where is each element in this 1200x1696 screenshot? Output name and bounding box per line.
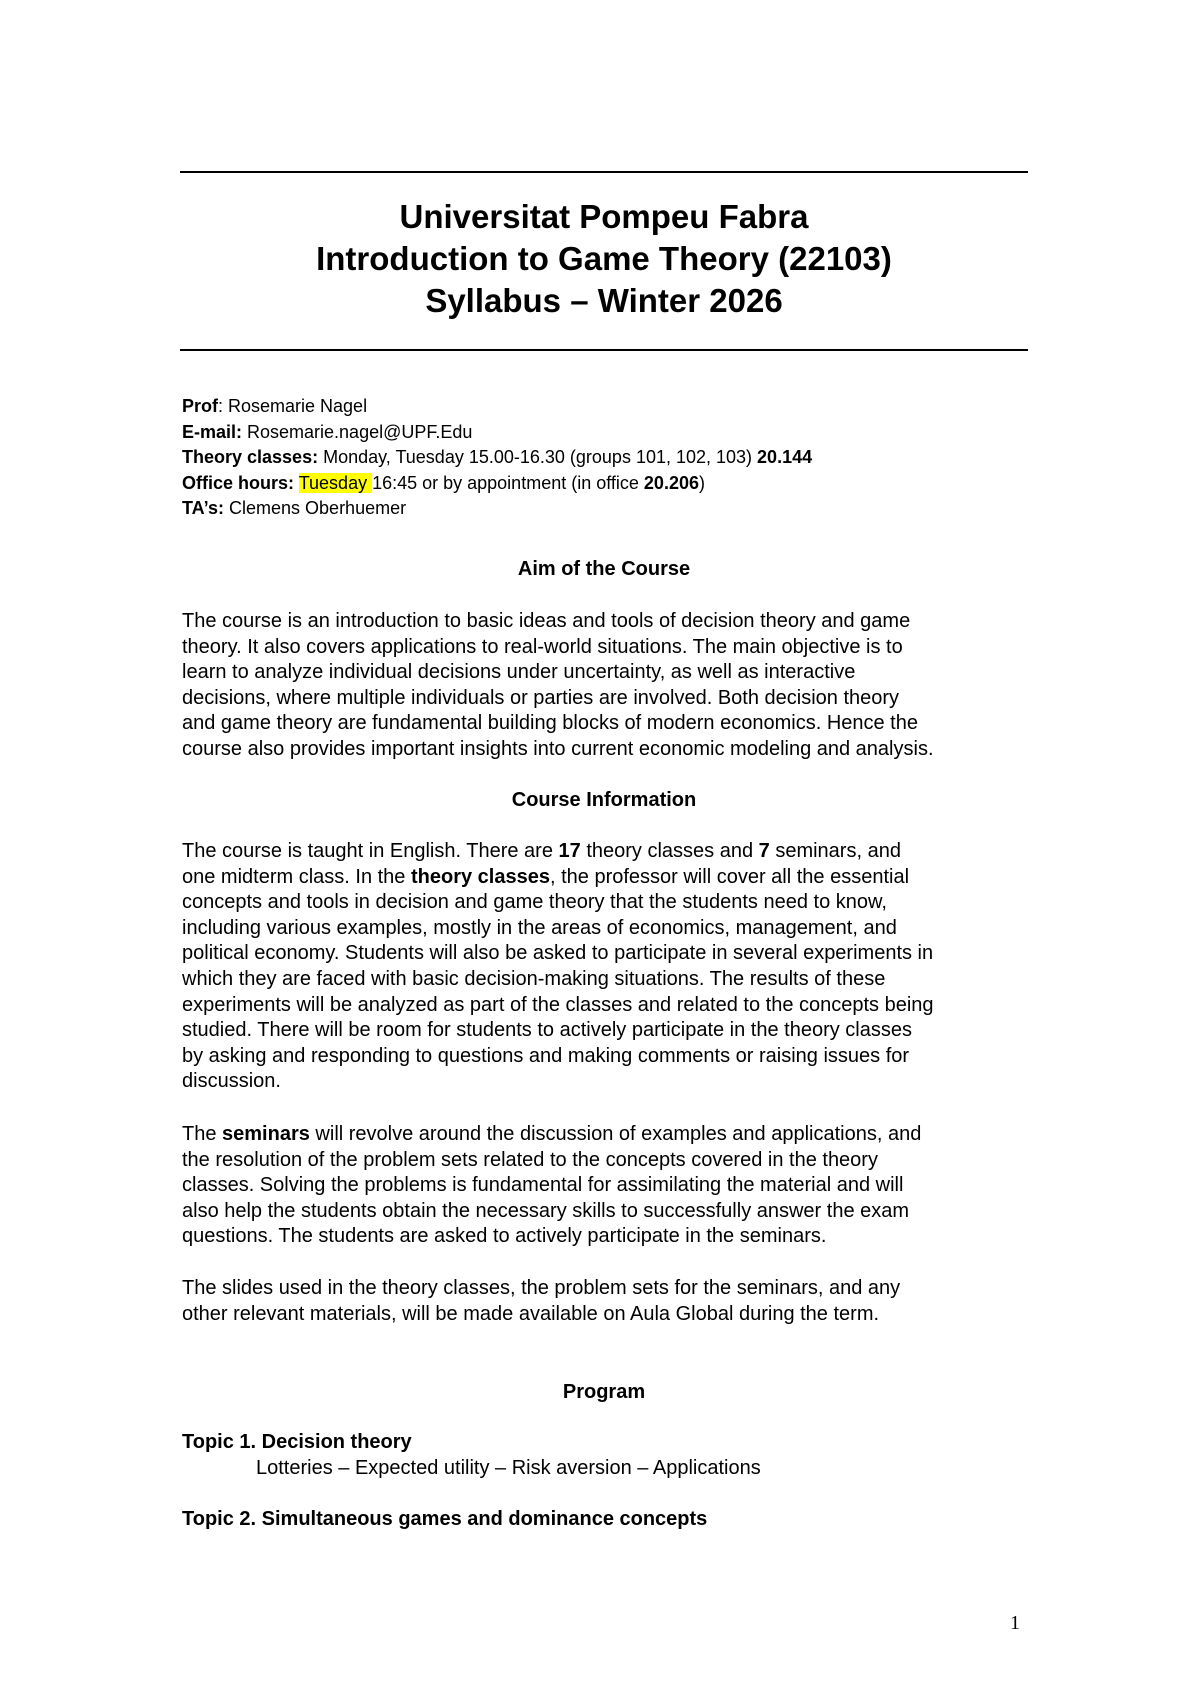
topic-1-title: Topic 1. Decision theory: [182, 1431, 412, 1453]
office-hours-line: [182, 471, 812, 497]
course-info-block: [182, 394, 812, 522]
bottom-rule: [180, 349, 1028, 351]
theory-classes-count: 17: [558, 840, 581, 862]
aim-paragraph: The course is an introduction to basic ideas and tools of decision theory and game theory. It also covers applications to real-world situations. The main objective is to learn to analyze individual decisions under uncertainty, as well as interactive decisions, where multiple individuals or parties are involved. Both decision theory and game theory are fundamental building blocks of modern economics. Hence the course also provides important insights into current economic modeling and analysis.: [182, 610, 934, 760]
text-run: , the professor will cover all the essential concepts and tools in decision and game theory that the students need to know, including various examples, mostly in the areas of economics, management, and political economy. Students will also be asked to participate in several experiments in which they are faced with basic decision-making situations. The results of these experiments will be analyzed as part of the classes and related to the concepts being studied. There will be room for students to actively participate in the theory classes by asking and responding to questions and making comments or raising issues for discussion.: [182, 865, 934, 1093]
course-info-paragraph-2: [182, 1122, 1032, 1250]
office-day-highlight: Tuesday: [298, 472, 373, 493]
syllabus-term: Syllabus – Winter 2026: [425, 282, 783, 319]
prof-label: Prof: [182, 396, 218, 416]
theory-classes-line: [182, 445, 812, 471]
course-info-paragraph-3: The slides used in the theory classes, the problem sets for the seminars, and any other relevant materials, will be made available on Aula Global during the term.: [182, 1277, 901, 1325]
prof-value: : Rosemarie Nagel: [218, 396, 368, 416]
email-label: E-mail:: [182, 421, 243, 442]
theory-classes-emphasis: theory classes: [410, 865, 550, 888]
ta-label: TA’s:: [182, 498, 225, 518]
email-value: Rosemarie.nagel@UPF.Edu: [242, 421, 473, 442]
topic-1-items: Lotteries – Expected utility – Risk aversion – Applications: [256, 1457, 761, 1479]
text-run: The: [182, 1123, 223, 1145]
theory-value: Monday, Tuesday 15.00-16.30 (groups 101, 102, 103): [318, 447, 758, 467]
ta-value: Clemens Oberhuemer: [224, 498, 407, 518]
program-heading: Program: [562, 1381, 646, 1403]
course-info-paragraph-1: [182, 839, 1032, 1095]
text-run: seminars, and one midterm class. In the: [182, 840, 901, 888]
seminars-count: 7: [758, 840, 770, 862]
top-rule: [180, 171, 1028, 173]
prof-line: [182, 394, 812, 420]
office-label: Office hours:: [182, 472, 295, 493]
text-run: theory classes and: [580, 840, 759, 862]
theory-label: Theory classes:: [182, 447, 319, 467]
office-value: 16:45 or by appointment (in office: [372, 472, 644, 493]
text-run: will revolve around the discussion of examples and applications, and the resolution of the problem sets related to the concepts covered in the theory classes. Solving the problems is fundamental for assimilating the material and will also help the students obtain the necessary skills to successfully answer the exam questions. The students are asked to actively participate in the seminars.: [182, 1123, 922, 1248]
aim-heading: Aim of the Course: [517, 558, 691, 580]
seminars-emphasis: seminars: [222, 1123, 310, 1145]
university-name: Universitat Pompeu Fabra: [399, 198, 809, 235]
document-title: [180, 196, 1028, 322]
ta-line: [182, 496, 812, 522]
course-title: Introduction to Game Theory (22103): [316, 240, 892, 277]
text-run: The course is taught in English. There are: [182, 840, 559, 862]
office-close: ): [698, 472, 705, 493]
topic-2-title: Topic 2. Simultaneous games and dominance concepts: [182, 1508, 708, 1530]
course-information-heading: Course Information: [511, 789, 697, 811]
page-number: 1: [1010, 1612, 1020, 1634]
office-room: 20.206: [643, 472, 699, 493]
theory-room: 20.144: [757, 447, 813, 467]
email-line: [182, 420, 812, 446]
